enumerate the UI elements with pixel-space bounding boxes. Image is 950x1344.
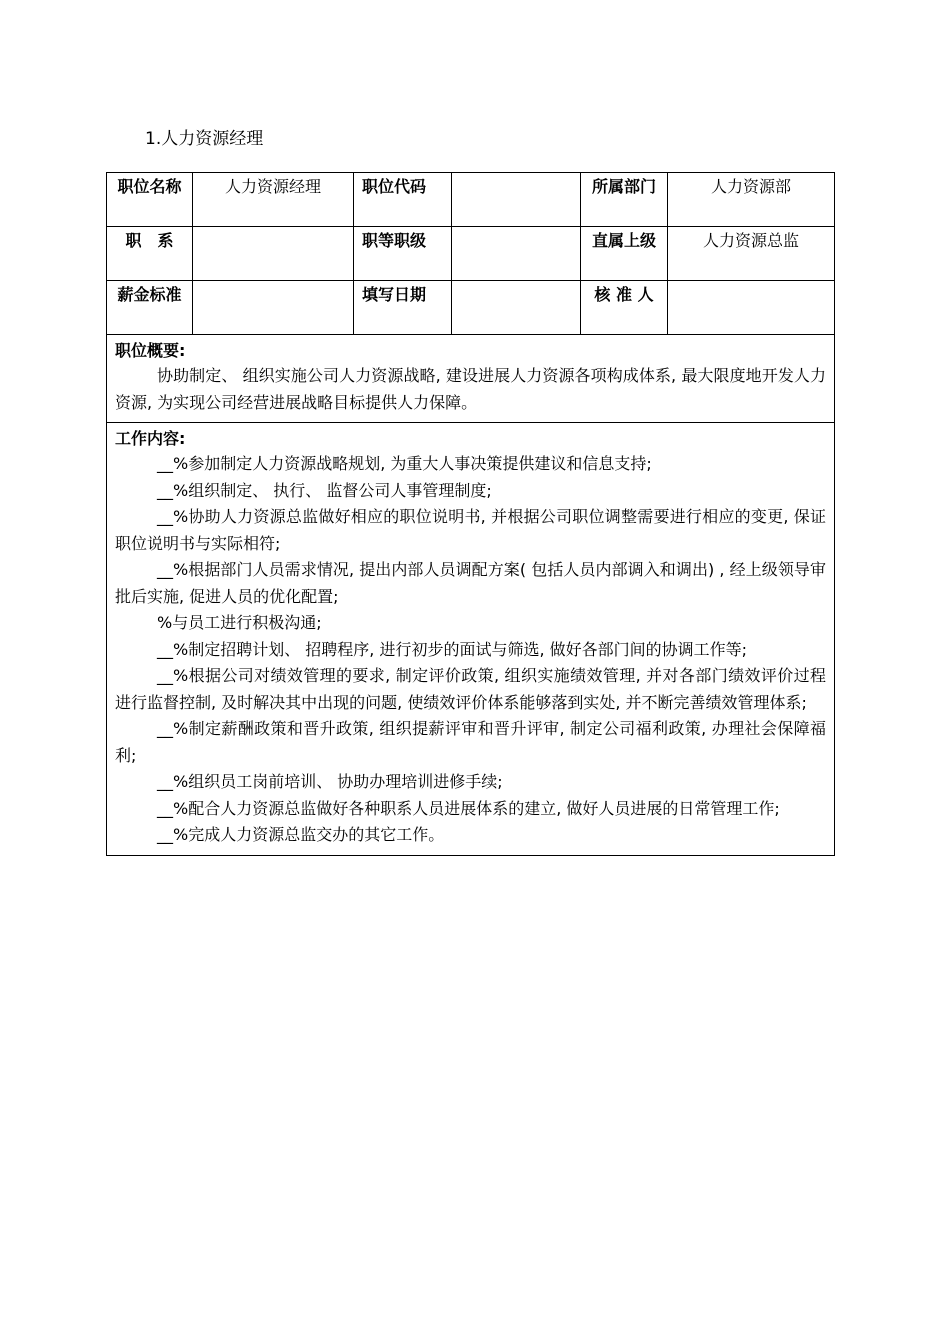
job-description-table xyxy=(106,172,835,856)
job-family-value xyxy=(193,227,354,281)
table-row xyxy=(107,335,835,423)
duty-item: __%协助人力资源总监做好相应的职位说明书, 并根据公司职位调整需要进行相应的变更, 保证职位说明书与实际相符; xyxy=(115,507,826,553)
grade-label: 职等职级 xyxy=(354,227,452,281)
position-code-value xyxy=(452,173,581,227)
duty-item: __%完成人力资源总监交办的其它工作。 xyxy=(157,825,445,844)
summary-title: 职位概要: xyxy=(115,341,186,360)
grade-value xyxy=(452,227,581,281)
duty-item: __%根据公司对绩效管理的要求, 制定评价政策, 组织实施绩效管理, 并对各部门绩效评价过程进行监督控制, 及时解决其中出现的问题, 使绩效评价体系能够落到实处, 并不断完善绩效管理体系; xyxy=(115,666,826,712)
duty-item: %与员工进行积极沟通; xyxy=(157,613,322,632)
duty-item: __%制定薪酬政策和晋升政策, 组织提薪评审和晋升评审, 制定公司福利政策, 办理社会保障福利; xyxy=(115,719,826,765)
date-label: 填写日期 xyxy=(354,281,452,335)
position-name-value: 人力资源经理 xyxy=(193,173,354,227)
duties-title: 工作内容: xyxy=(115,429,186,448)
table-row xyxy=(107,281,835,335)
salary-label: 薪金标准 xyxy=(107,281,193,335)
job-family-label: 职 系 xyxy=(107,227,193,281)
duty-item: __%配合人力资源总监做好各种职系人员进展体系的建立, 做好人员进展的日常管理工作; xyxy=(157,798,780,818)
document-heading: 1.人力资源经理 xyxy=(145,129,264,149)
department-value: 人力资源部 xyxy=(668,173,835,227)
salary-value xyxy=(193,281,354,335)
approver-value xyxy=(668,281,835,335)
duty-item: __%参加制定人力资源战略规划, 为重大人事决策提供建议和信息支持; xyxy=(157,454,652,473)
summary-section xyxy=(107,335,835,423)
duty-item: __%组织员工岗前培训、 协助办理培训进修手续; xyxy=(157,772,503,791)
date-value xyxy=(452,281,581,335)
duty-item: __%根据部门人员需求情况, 提出内部人员调配方案( 包括人员内部调入和调出) , 经上级领导审批后实施, 促进人员的优化配置; xyxy=(115,560,826,606)
duty-item: __%制定招聘计划、 招聘程序, 进行初步的面试与筛选, 做好各部门间的协调工作等; xyxy=(157,639,748,659)
approver-label: 核 准 人 xyxy=(581,281,668,335)
table-row xyxy=(107,423,835,856)
duties-section xyxy=(107,423,835,856)
summary-text: 协助制定、 组织实施公司人力资源战略, 建设进展人力资源各项构成体系, 最大限度地开发人力资源, 为实现公司经营进展战略目标提供人力保障。 xyxy=(115,366,826,412)
table-row xyxy=(107,173,835,227)
position-code-label: 职位代码 xyxy=(354,173,452,227)
position-name-label: 职位名称 xyxy=(107,173,193,227)
duty-item: __%组织制定、 执行、 监督公司人事管理制度; xyxy=(157,480,492,500)
table-row xyxy=(107,227,835,281)
supervisor-label: 直属上级 xyxy=(581,227,668,281)
supervisor-value: 人力资源总监 xyxy=(668,227,835,281)
department-label: 所属部门 xyxy=(581,173,668,227)
